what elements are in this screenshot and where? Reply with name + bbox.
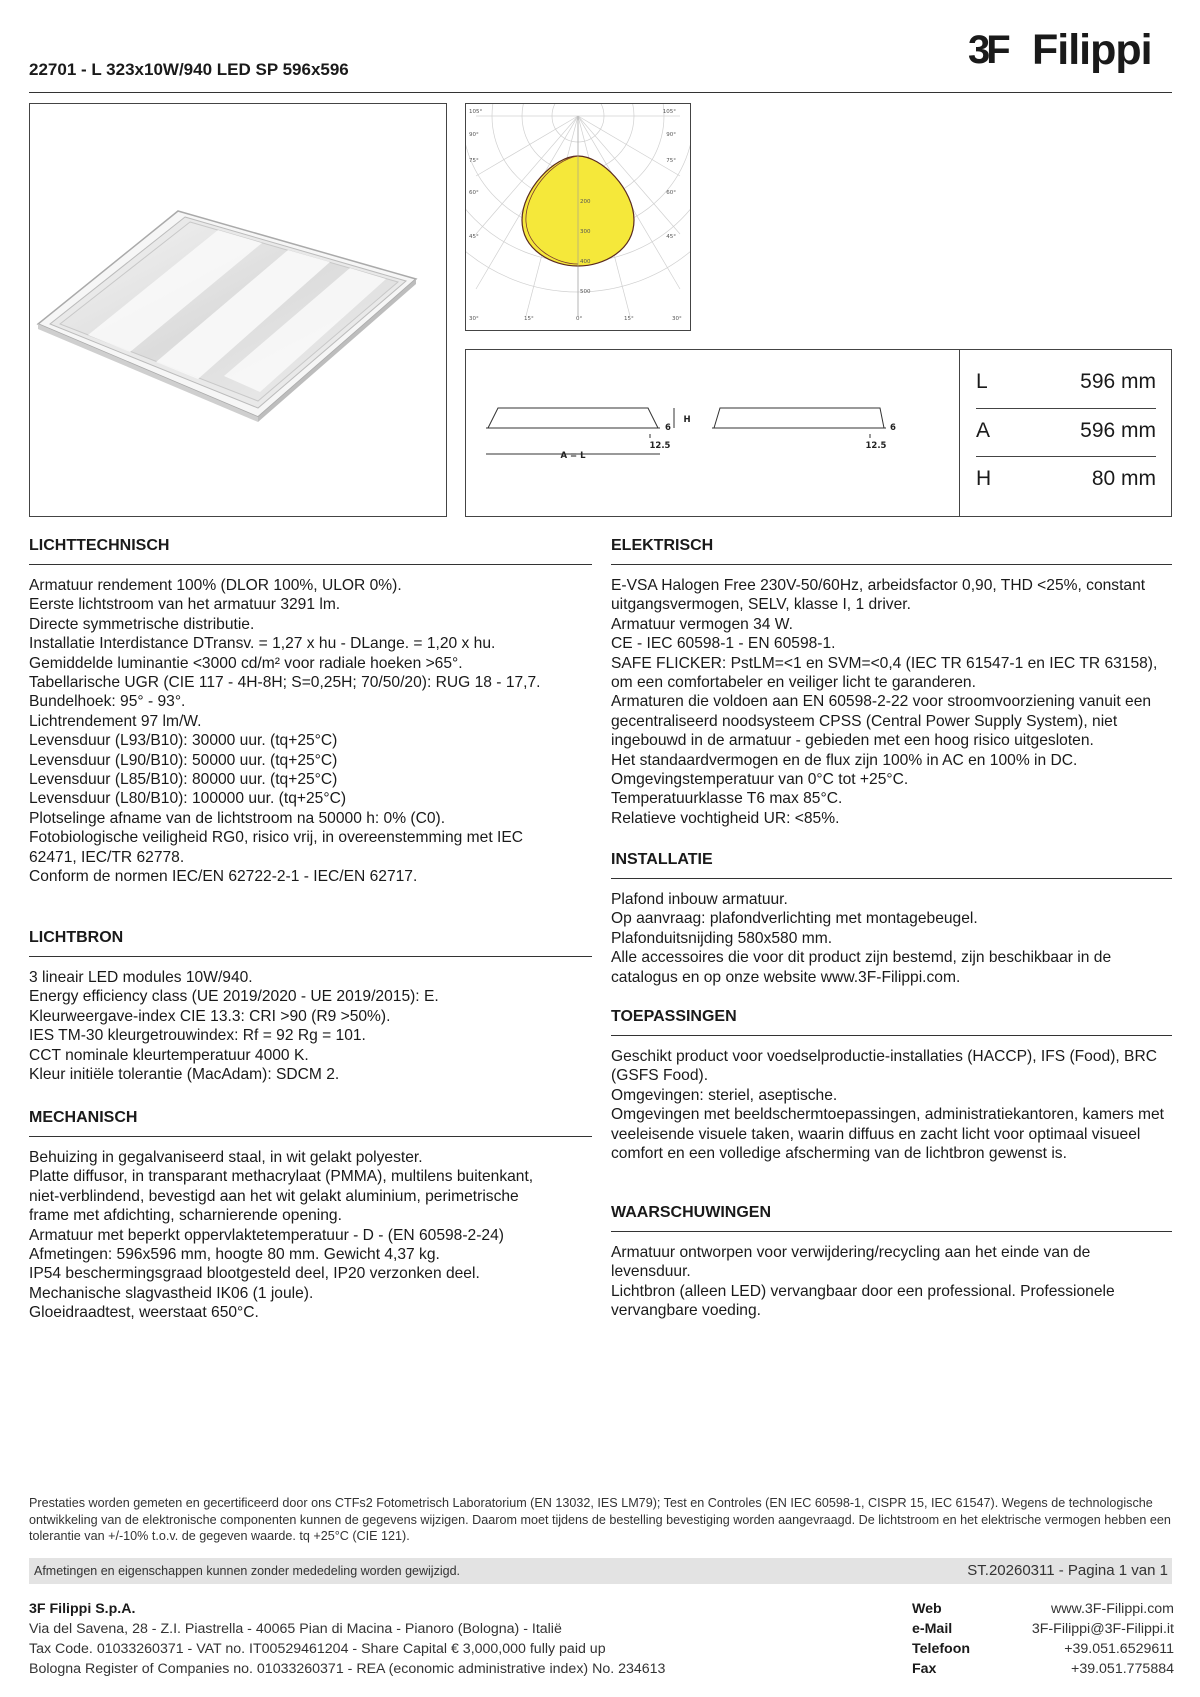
- section-body-elektrisch: [611, 576, 1171, 828]
- brand-logo: [968, 26, 1174, 74]
- section-body-mechanisch: [29, 1148, 549, 1323]
- company-info: [29, 1599, 789, 1679]
- company-tax: Tax Code. 01033260371 - VAT no. IT00529461204 - Share Capital € 3,000,000 fully paid up: [29, 1641, 606, 1657]
- text-line: IES TM-30 kleurgetrouwindex: Rf = 92 Rg = 101.: [29, 1027, 366, 1045]
- section-title-mechanisch: MECHANISCH: [29, 1109, 138, 1126]
- text-line: Armaturen die voldoen aan EN 60598-2-22 voor stroomvoorziening vanuit een gecentraliseerd noodsysteem CPSS (Central Power Supply System), niet ingebouwd in de armatuur - gebieden met een hoog risico uitgesloten.: [611, 693, 1152, 750]
- dim-key: A: [976, 419, 991, 442]
- text-line: Geschikt product voor voedselproductie-installaties (HACCP), IFS (Food), BRC (GSFS Food).: [611, 1048, 1157, 1085]
- text-line: Alle accessoires die voor dit product zijn bestemd, zijn beschikbaar in de catalogus en op onze website www.3F-Filippi.com.: [611, 949, 1112, 986]
- web-link[interactable]: www.3F-Filippi.com: [1051, 1601, 1174, 1617]
- contact-list: [912, 1599, 1174, 1679]
- logo-mark: 3F: [968, 28, 1007, 72]
- text-line: Levensduur (L80/B10): 100000 uur. (tq+25°C): [29, 790, 347, 808]
- product-image: [29, 103, 447, 517]
- drawing-label-h: H: [683, 415, 691, 425]
- company-register: Bologna Register of Companies no. 01033260371 - REA (economic administrative index) No. 234613: [29, 1661, 666, 1677]
- contact-row-email: [912, 1619, 1174, 1639]
- text-line: Levensduur (L85/B10): 80000 uur. (tq+25°C): [29, 771, 338, 789]
- polar-label-left-0: 105°: [469, 109, 483, 115]
- contact-row-web: [912, 1599, 1174, 1619]
- disclaimer-bar: [29, 1558, 1172, 1584]
- text-line: IP54 beschermingsgraad blootgesteld deel, IP20 verzonken deel.: [29, 1265, 480, 1283]
- section-body-waarschuwingen: [611, 1243, 1171, 1321]
- dimension-box: [465, 349, 1172, 517]
- text-line: Relatieve vochtigheid UR: <85%.: [611, 809, 840, 827]
- text-line: Conform de normen IEC/EN 62722-2-1 - IEC/EN 62717.: [29, 868, 418, 886]
- text-line: Temperatuurklasse T6 max 85°C.: [611, 790, 843, 808]
- section-body-lichtbron: [29, 968, 549, 1084]
- polar-label-bottom-1: 15°: [524, 316, 534, 322]
- polar-label-left-4: 45°: [469, 234, 479, 240]
- text-line: Afmetingen: 596x596 mm, hoogte 80 mm. Gewicht 4,37 kg.: [29, 1246, 440, 1264]
- dim-value: 596 mm: [1080, 419, 1156, 442]
- section-title-toepassingen: TOEPASSINGEN: [611, 1008, 737, 1025]
- text-line: Kleur initiële tolerantie (MacAdam): SDCM 2.: [29, 1066, 340, 1084]
- polar-radial-400: 400: [580, 259, 591, 265]
- polar-label-left-2: 75°: [469, 158, 479, 164]
- text-line: Armatuur rendement 100% (DLOR 100%, ULOR 0%).: [29, 577, 402, 594]
- text-line: Armatuur met beperkt oppervlaktetemperatuur - D - (EN 60598-2-24): [29, 1226, 504, 1244]
- text-line: Behuizing in gegalvaniseerd staal, in wit gelakt polyester.: [29, 1149, 423, 1166]
- drawing-label-6b: 6: [890, 423, 896, 433]
- section-title-waarschuwingen: WAARSCHUWINGEN: [611, 1204, 771, 1221]
- luminaire-illustration: [30, 104, 446, 516]
- section-title-lichtbron: LICHTBRON: [29, 929, 124, 946]
- section-body-toepassingen: [611, 1047, 1171, 1163]
- text-line: Kleurweergave-index CIE 13.3: CRI >90 (R9 >50%).: [29, 1007, 391, 1025]
- disclaimer-text: Afmetingen en eigenschappen kunnen zonder mededeling worden gewijzigd.: [34, 1564, 460, 1578]
- text-line: Armatuur vermogen 34 W.: [611, 615, 794, 633]
- drawing-label-125a: 12.5: [649, 441, 671, 451]
- contact-row-phone: [912, 1639, 1174, 1659]
- text-line: Lichtrendement 97 lm/W.: [29, 712, 202, 730]
- dim-key: H: [976, 467, 992, 490]
- drawing-label-125b: 12.5: [865, 441, 887, 451]
- section-divider: [611, 564, 1172, 565]
- text-line: Levensduur (L90/B10): 50000 uur. (tq+25°C): [29, 751, 338, 769]
- text-line: CCT nominale kleurtemperatuur 4000 K.: [29, 1046, 309, 1064]
- text-line: Levensduur (L93/B10): 30000 uur. (tq+25°C): [29, 732, 338, 750]
- dim-value: 80 mm: [1091, 467, 1156, 490]
- fax-number: +39.051.775884: [1071, 1661, 1174, 1677]
- text-line: 3 lineair LED modules 10W/940.: [29, 969, 253, 986]
- email-link[interactable]: 3F-Filippi@3F-Filippi.it: [1031, 1621, 1174, 1637]
- drawing-label-6a: 6: [665, 423, 671, 433]
- contact-label: Fax: [912, 1661, 937, 1677]
- section-divider: [29, 1136, 592, 1137]
- text-line: Platte diffusor, in transparant methacrylaat (PMMA), multilens buitenkant, niet-verblindend, bevestigd aan het wit gelakt aluminium, perimetrische frame met afdichting, scharnierende opening.: [29, 1168, 534, 1225]
- text-line: Tabellarische UGR (CIE 117 - 4H-8H; S=0,25H; 70/50/20): RUG 18 - 17,7.: [29, 674, 541, 692]
- header-divider: [29, 92, 1172, 93]
- section-divider: [29, 956, 592, 957]
- polar-label-right-3: 60°: [666, 190, 676, 196]
- polar-label-bottom-3: 15°: [624, 316, 634, 322]
- dim-row-a: [976, 407, 1156, 454]
- dimension-table: [959, 350, 1172, 516]
- text-line: SAFE FLICKER: PstLM=<1 en SVM=<0,4 (IEC TR 61547-1 en IEC TR 63158), om een comfortabeler en veiliger licht te garanderen.: [611, 654, 1158, 692]
- contact-row-fax: [912, 1659, 1174, 1679]
- footnote: Prestaties worden gemeten en gecertificeerd door ons CTFs2 Fotometrisch Laboratorium (EN 13032, IES LM79); Test en Controles (EN IEC 60598-1, CISPR 15, IEC 61547). Wegens de technologische ontwikkeling van de elektronische componenten kunnen de gegevens wijzigen. Daarom moet tijdens de bestelling bevestiging worden aangevraagd. De lichtstroom en het elektrische vermogen hebben een tolerantie van +/-10% t.o.v. de gegeven waarde. tq +25°C (CIE 121).: [29, 1496, 1171, 1543]
- product-title: 22701 - L 323x10W/940 LED SP 596x596: [29, 60, 349, 79]
- text-line: Installatie Interdistance DTransv. = 1,27 x hu - DLange. = 1,20 x hu.: [29, 635, 496, 653]
- text-line: Lichtbron (alleen LED) vervangbaar door een professional. Professionele vervangbare voeding.: [611, 1282, 1115, 1320]
- text-line: Omgevingen: steriel, aseptische.: [611, 1086, 838, 1104]
- logo-text: Filippi: [1032, 26, 1152, 74]
- text-line: Gloeidraadtest, weerstaat 650°C.: [29, 1304, 259, 1322]
- text-line: Plafond inbouw armatuur.: [611, 891, 788, 908]
- dim-row-l: [976, 358, 1156, 405]
- polar-label-right-0: 105°: [662, 109, 676, 115]
- text-line: Energy efficiency class (UE 2019/2020 - UE 2019/2015): E.: [29, 988, 439, 1006]
- drawing-label-al: A = L: [560, 451, 586, 461]
- dimension-drawing: [466, 350, 958, 516]
- polar-diagram: [465, 103, 691, 331]
- polar-label-right-1: 90°: [666, 132, 676, 138]
- document-code: ST.20260311 - Pagina 1 van 1: [967, 1562, 1168, 1579]
- company-address: Via del Savena, 28 - Z.I. Piastrella - 40065 Pian di Macina - Pianoro (Bologna) - Italië: [29, 1621, 562, 1637]
- text-line: Eerste lichtstroom van het armatuur 3291 lm.: [29, 596, 341, 614]
- polar-label-right-2: 75°: [666, 158, 676, 164]
- section-title-lichttechnisch: LICHTTECHNISCH: [29, 537, 170, 554]
- section-body-installatie: [611, 890, 1171, 987]
- text-line: Mechanische slagvastheid IK06 (1 joule).: [29, 1284, 314, 1302]
- dim-row-h: [976, 455, 1156, 502]
- dim-value: 596 mm: [1080, 370, 1156, 393]
- section-divider: [611, 1035, 1172, 1036]
- text-line: Bundelhoek: 95° - 93°.: [29, 693, 186, 711]
- polar-label-bottom-2: 0°: [576, 316, 583, 322]
- text-line: Gemiddelde luminantie <3000 cd/m² voor radiale hoeken >65°.: [29, 654, 463, 672]
- text-line: Directe symmetrische distributie.: [29, 615, 255, 633]
- dim-key: L: [976, 370, 988, 393]
- polar-label-left-1: 90°: [469, 132, 479, 138]
- text-line: Omgevingen met beeldschermtoepassingen, administratiekantoren, kamers met veeleisende visuele taken, waarin diffuus en zacht licht voor optimaal visueel comfort en een volledige afscherming van de lichtbron gewenst is.: [611, 1106, 1164, 1163]
- polar-curve-chart: [466, 104, 690, 330]
- text-line: Omgevingstemperatuur van 0°C tot +25°C.: [611, 771, 909, 789]
- text-line: Armatuur ontworpen voor verwijdering/recycling aan het einde van de levensduur.: [611, 1244, 1091, 1281]
- text-line: Plotselinge afname van de lichtstroom na 50000 h: 0% (C0).: [29, 809, 446, 827]
- contact-label: Telefoon: [912, 1641, 971, 1657]
- section-divider: [611, 878, 1172, 879]
- text-line: Op aanvraag: plafondverlichting met montagebeugel.: [611, 910, 978, 928]
- text-line: Plafonduitsnijding 580x580 mm.: [611, 929, 833, 947]
- polar-radial-300: 300: [580, 229, 591, 235]
- polar-label-left-3: 60°: [469, 190, 479, 196]
- polar-label-bottom-0: 30°: [469, 316, 479, 322]
- contact-label: Web: [912, 1601, 942, 1617]
- text-line: Fotobiologische veiligheid RG0, risico vrij, in overeenstemming met IEC 62471, IEC/TR 62778.: [29, 829, 524, 866]
- phone-number: +39.051.6529611: [1064, 1641, 1174, 1657]
- section-divider: [611, 1231, 1172, 1232]
- text-line: Het standaardvermogen en de flux zijn 100% in AC en 100% in DC.: [611, 751, 1078, 769]
- text-line: E-VSA Halogen Free 230V-50/60Hz, arbeidsfactor 0,90, THD <25%, constant uitgangsvermogen, SELV, klasse I, 1 driver.: [611, 577, 1146, 614]
- polar-radial-500: 500: [580, 289, 591, 295]
- polar-label-bottom-4: 30°: [672, 316, 682, 322]
- text-line: CE - IEC 60598-1 - EN 60598-1.: [611, 635, 836, 653]
- polar-radial-200: 200: [580, 199, 591, 205]
- section-title-installatie: INSTALLATIE: [611, 851, 713, 868]
- contact-label: e-Mail: [912, 1621, 953, 1637]
- company-name: 3F Filippi S.p.A.: [29, 1601, 136, 1617]
- section-title-elektrisch: ELEKTRISCH: [611, 537, 714, 554]
- section-divider: [29, 564, 592, 565]
- polar-label-right-4: 45°: [666, 234, 676, 240]
- section-body-lichttechnisch: [29, 576, 549, 887]
